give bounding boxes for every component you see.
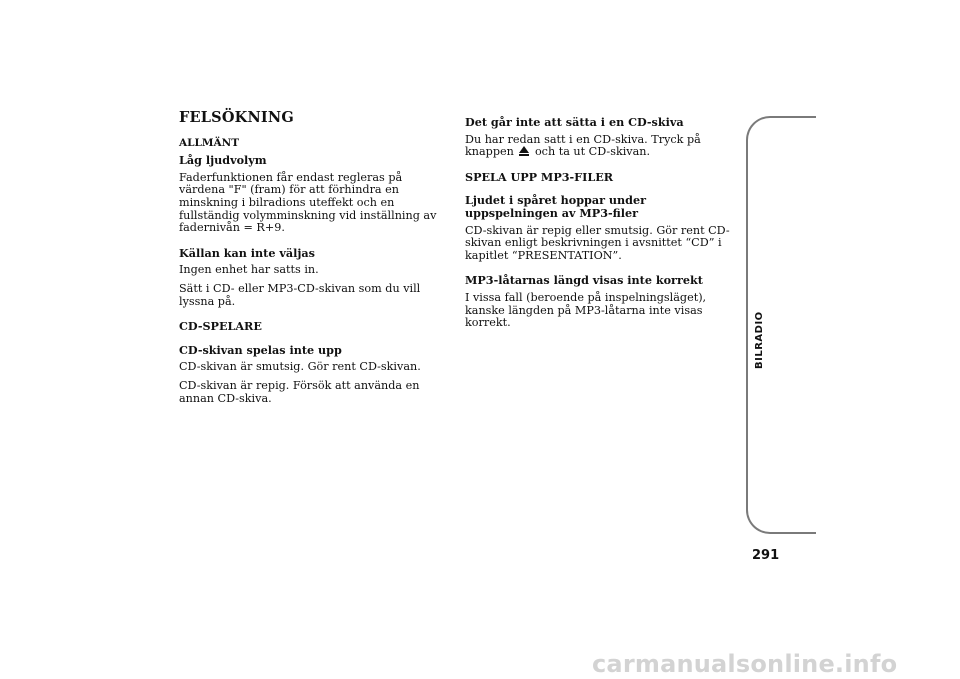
skip-heading: Ljudet i spåret hoppar under uppspelningen av MP3-filer bbox=[465, 193, 647, 220]
page-title: FELSÖKNING bbox=[179, 109, 294, 126]
cannot-insert-text-before: Du har redan satt i en CD-skiva. Tryck på knappen bbox=[465, 132, 701, 159]
source-text-2: Sätt i CD- eller MP3-CD-skivan som du vill lyssna på. bbox=[179, 281, 421, 308]
low-volume-heading: Låg ljudvolym bbox=[179, 153, 267, 168]
length-text: I vissa fall (beroende på inspelningsläget), kanske längden på MP3-låtarna inte visas korrekt. bbox=[465, 290, 707, 330]
cd-not-play-text-1: CD-skivan är smutsig. Gör rent CD-skivan. bbox=[179, 360, 421, 374]
cd-not-play-text-2: CD-skivan är repig. Försök att använda en annan CD-skiva. bbox=[179, 378, 420, 405]
eject-icon bbox=[519, 146, 529, 156]
right-column bbox=[465, 116, 737, 336]
cd-not-play-heading: CD-skivan spelas inte upp bbox=[179, 342, 342, 357]
section-cd-player-heading: CD-SPELARE bbox=[179, 319, 262, 334]
low-volume-text: Faderfunktionen får endast regleras på värdena "F" (fram) för att förhindra en minskning i bilradions uteffekt och en fullständig volymminskning vid inställning av fadernivån = R+9. bbox=[179, 170, 437, 235]
watermark: carmanualsonline.info bbox=[592, 650, 898, 678]
section-mp3-heading: SPELA UPP MP3-FILER bbox=[465, 169, 614, 184]
cannot-insert-text-after: och ta ut CD-skivan. bbox=[534, 145, 651, 159]
length-heading: MP3-låtarnas längd visas inte korrekt bbox=[465, 273, 703, 288]
cannot-insert-heading: Det går inte att sätta i en CD-skiva bbox=[465, 115, 684, 129]
section-general-heading: ALLMÄNT bbox=[179, 136, 240, 149]
page-number: 291 bbox=[752, 548, 780, 563]
left-column bbox=[179, 109, 451, 411]
source-text-1: Ingen enhet har satts in. bbox=[179, 263, 319, 277]
skip-text: CD-skivan är repig eller smutsig. Gör rent CD-skivan enligt beskrivningen i avsnittet “CD” i kapitlet “PRESENTATION”. bbox=[465, 223, 730, 262]
cannot-insert-text bbox=[465, 134, 737, 159]
source-heading: Källan kan inte väljas bbox=[179, 245, 315, 260]
chapter-tab-label: BILRADIO bbox=[754, 311, 765, 369]
